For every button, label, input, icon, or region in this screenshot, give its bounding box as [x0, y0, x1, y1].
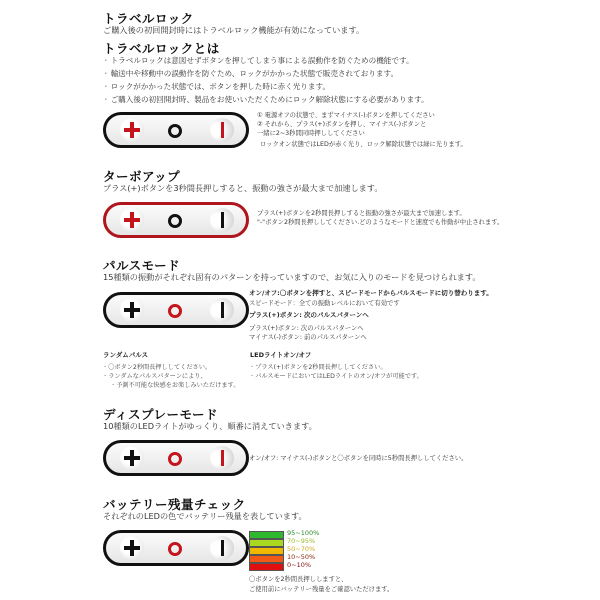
minus-icon [221, 212, 224, 228]
plus-icon [124, 456, 140, 460]
led-toggle-bullet: ・ パルスモードにおいてはLEDライトのオン/オフが可能です。 [249, 371, 423, 380]
section-title-pulse-mode: パルスモード [103, 258, 181, 273]
travel-lock-note: ロックオン状態ではLEDが赤く光り、ロック解除状態では緑に光ります。 [260, 141, 467, 148]
plus-button[interactable] [120, 208, 144, 232]
section-title-turbo-up: ターボアップ [103, 169, 181, 184]
section-title-battery-check: バッテリー残量チェック [103, 497, 246, 512]
travel-lock-subtitle: トラベルロックとは [103, 41, 220, 56]
pulse-mode-plus-line: プラス(+)ボタン: 次のパルスパターンへ [249, 325, 364, 332]
section-title-display-mode: ディスプレーモード [103, 407, 219, 422]
pulse-mode-intro: 15種類の振動がそれぞれ固有のパターンを持っていますので、お気に入りのモードを見つけられます。 [103, 272, 481, 282]
power-ring-icon[interactable] [168, 452, 182, 466]
plus-icon [124, 218, 140, 222]
travel-lock-bullet: ・ トラベルロックは意図せずボタンを押してしまう事による誤動作を防ぐための機能です。 [102, 55, 414, 66]
led-toggle-bullet: ・ プラス(+)ボタンを2秒間長押ししてください。 [249, 362, 387, 371]
battery-check-intro: それぞれのLEDの色でバッテリー残量を表しています。 [103, 511, 307, 521]
button-panel-battery-check [103, 530, 249, 566]
travel-lock-bullet: ・ ロックがかかった状態では、ボタンを押した時に赤く光ります。 [102, 81, 330, 92]
led-toggle-title: LEDライトオン/オフ [250, 351, 312, 359]
random-pulse-cont: ・ 予測不可能な快感をお楽しみいただけます。 [110, 380, 239, 389]
plus-button[interactable] [120, 536, 144, 560]
pulse-mode-speed: スピードモード：全ての振動レベルにおいて有効です [249, 300, 400, 307]
button-panel-travel-lock [103, 112, 249, 148]
pulse-mode-plus-heading: プラス(+)ボタン: 次のパルスパターンへ [249, 311, 369, 319]
random-pulse-bullet: ・ ランダムなパルスパターンにより、 [102, 371, 207, 380]
battery-check-note: ご使用前にバッテリー残量をご確認いただけます。 [249, 586, 394, 593]
travel-lock-step: ① 電源オフの状態で、まずマイナス(-)ボタンを押してください [257, 112, 435, 119]
plus-button[interactable] [120, 118, 144, 142]
power-ring-icon[interactable] [168, 542, 182, 556]
minus-icon [221, 450, 224, 466]
minus-icon [221, 122, 224, 138]
battery-label: 0~10% [287, 561, 312, 569]
plus-icon [124, 308, 140, 312]
battery-label: 50~70% [287, 545, 316, 553]
battery-swatch-70-95 [249, 539, 284, 547]
turbo-up-intro: プラス(+)ボタンを3秒間長押しすると、振動の強さが最大まで加速します。 [103, 183, 383, 193]
battery-check-note: 〇ボタンを2秒間長押ししますと、 [249, 576, 348, 583]
turbo-up-note: "-"ボタン2秒間長押ししてください.どのようなモードと速度でも作動が中止されます。 [257, 219, 504, 226]
button-panel-turbo-up [103, 202, 249, 238]
power-ring-icon[interactable] [168, 124, 182, 138]
minus-icon [221, 540, 224, 556]
battery-label: 70~95% [287, 537, 316, 545]
minus-button[interactable] [210, 118, 234, 142]
battery-swatch-50-70 [249, 547, 284, 555]
battery-swatch-10-50 [249, 555, 284, 563]
turbo-up-note: プラス(+)ボタンを2秒間長押しすると振動の強さが最大まで加速します。 [257, 210, 466, 217]
travel-lock-bullet: ・ 輸送中や移動中の誤動作を防ぐため、ロックがかかった状態で販売されております。 [102, 68, 398, 79]
power-ring-icon[interactable] [168, 304, 182, 318]
button-panel-display-mode [103, 440, 249, 476]
travel-lock-intro: ご購入後の初回開封時にはトラベルロック機能が有効になっています。 [103, 25, 365, 35]
battery-swatch-0-10 [249, 563, 284, 571]
button-panel-pulse-mode [103, 292, 249, 328]
pulse-mode-minus-line: マイナス(-)ボタン: 前のパルスパターンへ [249, 334, 367, 341]
travel-lock-step: 一緒に2~3秒間同時押ししてください [257, 130, 365, 137]
minus-button[interactable] [210, 298, 234, 322]
travel-lock-step: ② それから、プラス(+)ボタンを押し、マイナス(-)ボタンと [257, 121, 427, 128]
minus-button[interactable] [210, 446, 234, 470]
plus-icon [124, 128, 140, 132]
pulse-mode-onoff: オン/オフ:〇ボタンを押すと、スピードモードからパルスモードに切り替わります。 [249, 289, 493, 297]
minus-button[interactable] [210, 536, 234, 560]
display-mode-intro: 10種類のLEDライトがゆっくり、順番に消えていきます。 [103, 421, 317, 431]
display-mode-note: オン/オフ: マイナス(-)ボタンと〇ボタンを同時に5秒間長押ししてください。 [249, 455, 468, 462]
battery-label: 10~50% [287, 553, 316, 561]
minus-icon [221, 302, 224, 318]
minus-button[interactable] [210, 208, 234, 232]
plus-button[interactable] [120, 446, 144, 470]
random-pulse-bullet: ・ 〇ボタン2秒間長押ししてください。 [102, 362, 211, 371]
battery-label: 95~100% [287, 529, 320, 537]
power-ring-icon[interactable] [168, 214, 182, 228]
section-title-travel-lock: トラベルロック [103, 11, 194, 26]
random-pulse-title: ランダムパルス [103, 351, 149, 359]
plus-icon [124, 546, 140, 550]
travel-lock-bullet: ・ ご購入後の初回開封時、製品をお使いいただくためにロック解除状態にする必要があります。 [102, 94, 429, 105]
battery-swatch-95-100 [249, 531, 284, 539]
plus-button[interactable] [120, 298, 144, 322]
